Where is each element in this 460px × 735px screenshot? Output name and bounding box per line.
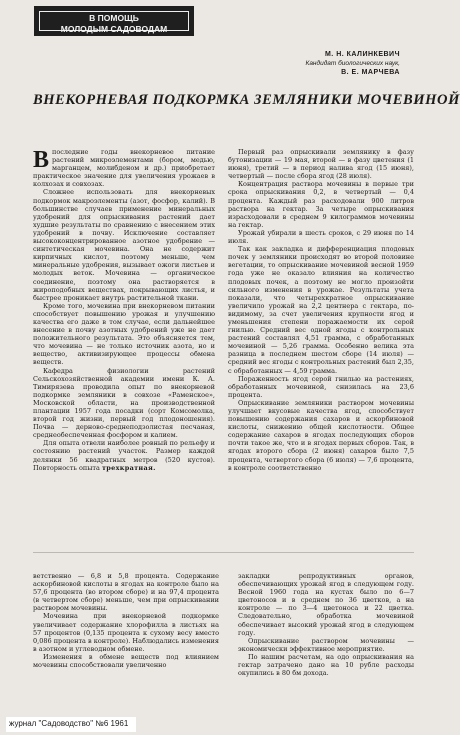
paragraph: По нашим расчетам, на одо опрыскивания на гектар затрачено дано на 10 рубле расходы окупились в 80 бм дохода. [238, 652, 414, 678]
paragraph: Изменения в обмене веществ под влиянием мочевины способствовали увеличенно [33, 652, 219, 670]
bold-text: трехкратная. [101, 463, 156, 472]
author-1-name: М. Н. КАЛИНКЕВИЧ [324, 51, 400, 58]
rubric-line-2: МОЛОДЫМ САДОВОДАМ [60, 24, 168, 34]
author-block [305, 50, 400, 77]
section-divider [33, 552, 414, 553]
text-column-3 [33, 572, 219, 722]
paragraph: Пораженность ягод серой гнилью на растениях, обработанных мочевиной, снизилась на 23,6 процента. [228, 374, 414, 399]
paragraph: Первый раз опрыскивали землянику в фазу бутонизации — 19 мая, второй — в фазу цветения (1 июня), третий — в период налива ягод (15 июня), четвертый — после сбора ягод (28 июля). [228, 148, 414, 181]
paragraph-text: Для опыта отвели наиболее ровный по рельефу и состоянию растений участок. Размер каждой делянки 56 квадратных метров (520 кустов). Повторность опыта [33, 439, 215, 472]
paragraph: Опрыскивание раствором мочевины — экономически эффективное мероприятие. [238, 636, 414, 653]
paragraph: Опрыскивание земляники раствором мочевины улучшает вкусовые качества ягод, способствует повышению содержания сахаров и аскорбиновой кислоты, снижению общей кислотности. Общее содержание сахаров в ягодах последующих сборов почти такое же, что и в ягодах первых сборов. Так, в ягодах второго сбора (2 июня) сахаров было 7,5 процента, четвертого сбора (6 июля) — 7,6 процента, в контроле соответственно [228, 398, 414, 472]
author-1-title: Кандидат биологических наук, [305, 60, 400, 67]
paragraph [33, 148, 215, 188]
paragraph: Урожай убирали в шесть сроков, с 29 июня по 14 июля. [228, 228, 414, 246]
paragraph-text: последние годы внекорневое питание растений микроэлементами (бором, медью, марганцем, молибденом и др.) приобретает практическое значение для увеличения урожаев в колхозах и совхозах. [33, 148, 215, 189]
section-rubric [34, 6, 194, 36]
paragraph: Так как закладка и дифференциация плодовых почек у земляники происходят во второй половине вегетации, то опрыскивание мочевиной весной 1959 года уже не оказало влияния на количество плодовых почек, а поэтому не могло произойти сильного изменения в урожае. Результаты учета показали, что четырехкратное опрыскивание увеличило урожай на 2,2 центнера с гектара, по-видимому, за счет увеличения крупности ягод и уменьшения степени поражаемости их серой гнилью. Средний вес одной ягоды с контрольных растений составлял 4,51 грамма, с обработанных мочевиной — 5,26 грамма. Особенно велика эта разница в последнем шестом сборе (14 июля) — средний вес ягоды с контрольных растений был 2,35, с обработанных — 4,59 грамма. [228, 245, 414, 375]
paragraph: Кафедра физиологии растений Сельскохозяйственной академии имени К. А. Тимирязева проводила опыт по внекорневой подкормке земляники в совхозе «Раменское», Московской области, на производственной плантации 1957 года посадки (сорт Комсомолка, второй год жизни, первый год плодоношения). Почва — дерново-среднеподзолистая песчаная, среднеобеспеченная фосфором и калием. [33, 366, 215, 440]
article-headline: ВНЕКОРНЕВАЯ ПОДКОРМКА ЗЕМЛЯНИКИ МОЧЕВИНОЙ [33, 92, 460, 108]
drop-cap: В [33, 148, 50, 173]
text-column-2 [228, 148, 414, 536]
paragraph: Мочевина при внекорневой подкормке увеличивает содержание хлорофилла в листьях на 57 процентов (0,135 процента к сухому весу вместо 0,086 процента в контроле). Наблюдались изменения в азотном и углеводном обмене. [33, 612, 219, 653]
paragraph: ветственно — 6,8 и 5,8 процента. Содержание аскорбиновой кислоты в ягодах на контроле было на 57,6 процента (во втором сборе) и на 97,4 процента (в четвертом сборе) меньше, чем при опрыскивании раствором мочевины. [33, 572, 219, 613]
text-column-1 [33, 148, 215, 536]
paragraph: Сложнее использовать для внекорневых подкормок макроэлементы (азот, фосфор, калий). В большинстве случаев применение минеральных удобрений для опрыскивания растений дает худшие результаты по сравнению с внесением этих удобрений в почву. Исключение составляет высококонцентрированное азотное удобрение — синтетическая мочевина. Она не содержит кирпичных кислот, поэтому меньше, чем минеральные удобрения, вызывает ожоги листьев и молодых веток. Мочевина — органическое соединение, поэтому она растворяется в жироподобных веществах, покрывающих листья, и быстрее проникает внутрь растительной ткани. [33, 188, 215, 302]
source-caption: журнал "Садоводство" №6 1961 [6, 717, 136, 732]
author-2-name: В. Е. МАРЧЕВА [341, 69, 400, 76]
paragraph [33, 439, 215, 471]
text-column-4 [238, 572, 414, 717]
paragraph: Концентрация раствора мочевины в первые три срока опрыскивания 0,2, в четвертый — 0,4 процента. Каждый раз расходовали 900 литров раствора на гектар. За четыре опрыскивания израсходовали в среднем 9 килограммов мочевины на гектар. [228, 180, 414, 229]
paragraph: Кроме того, мочевина при внекорневом питании способствует повышению урожая и улучшению качества его даже в том случае, если дальнейшее внесение в почву азотных удобрений уже не дает положительного результата. Это объясняется тем, что мочевина — не только источник азота, но и вещество, активизирующее процессы обмена веществ. [33, 301, 215, 367]
paragraph: закладки репродуктивных органов, обеспечивающих урожай ягод в следующем году. Весной 1960 года на кустах было по 6—7 цветоносов и в среднем по 36 цветков, а на контроле — по 3—4 цветоноса и 22 цветка. Следовательно, обработка мочевиной обеспечивает высокий урожай ягод в следующем году. [238, 572, 414, 637]
rubric-line-1: В ПОМОЩЬ [89, 13, 139, 23]
